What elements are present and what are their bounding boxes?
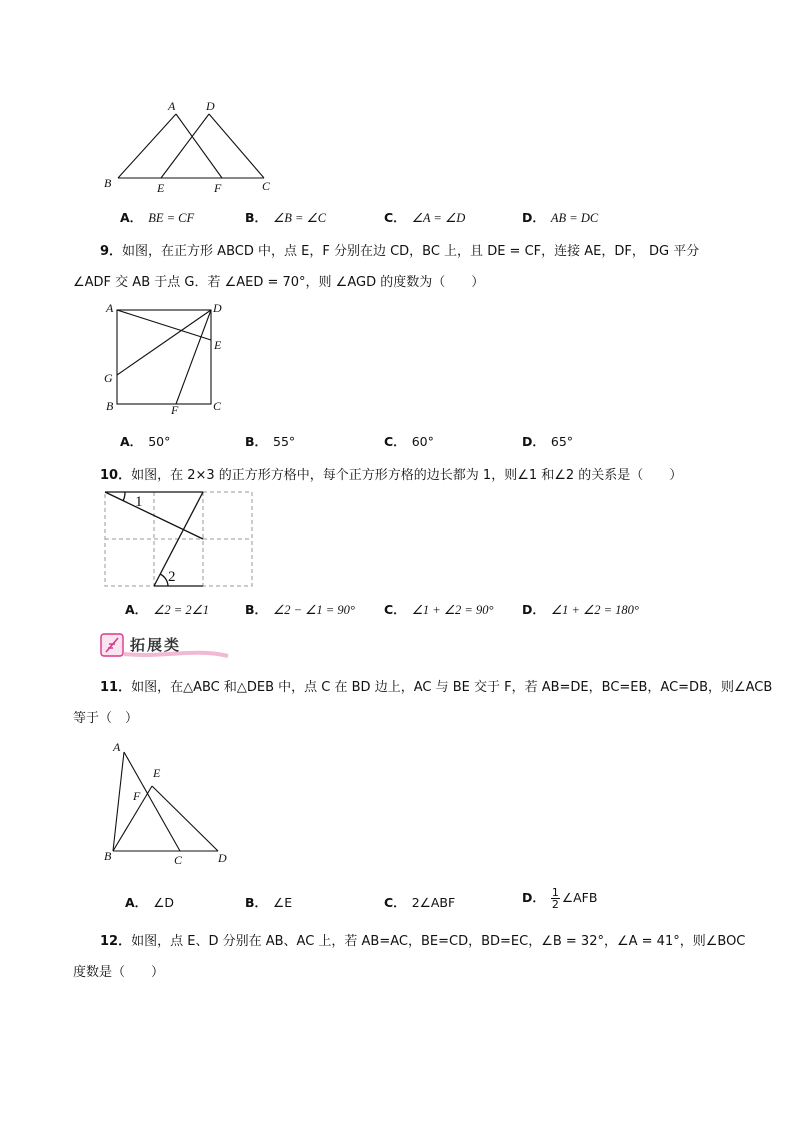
label-B: B <box>104 176 112 190</box>
section-title: 拓展类 <box>130 636 182 654</box>
q10-option-a[interactable]: A． ∠2 = 2∠1 <box>125 602 210 617</box>
label-G: G <box>104 371 113 385</box>
q12-stem-line1: 12．如图，点 E、D 分别在 AB、AC 上，若 AB=AC，BE=CD，BD=EC，∠B = 32°，∠A = 41°，则∠BOC <box>100 934 746 949</box>
label-B: B <box>104 849 112 863</box>
q10-option-d[interactable]: D． ∠1 + ∠2 = 180° <box>522 602 639 617</box>
label-D: D <box>213 301 222 315</box>
label-D: D <box>218 851 227 865</box>
label-F: F <box>133 789 141 803</box>
label-E: E <box>153 766 161 780</box>
q11-stem-line1: 11．如图，在△ABC 和△DEB 中，点 C 在 BD 边上，AC 与 BE 交于 F，若 AB=DE，BC=EB，AC=DB，则∠ACB <box>100 680 773 695</box>
q11-option-b[interactable]: B． ∠E <box>245 895 293 910</box>
angle-2-label: 2 <box>168 569 176 585</box>
label-F: F <box>214 181 222 195</box>
label-A: A <box>168 99 176 113</box>
label-F: F <box>171 403 179 417</box>
q8-option-b[interactable]: B． ∠B = ∠C <box>245 210 327 225</box>
q10-option-b[interactable]: B． ∠2 − ∠1 = 90° <box>245 602 355 617</box>
q10-stem: 10．如图，在 2×3 的正方形方格中，每个正方形方格的边长都为 1，则∠1 和∠2 的关系是（ ） <box>100 468 683 483</box>
q11-option-a[interactable]: A． ∠D <box>125 895 175 910</box>
label-E: E <box>214 338 222 352</box>
q9-stem-line1: 9．如图，在正方形 ABCD 中，点 E，F 分别在边 CD，BC 上，且 DE = CF，连接 AE，DF， DG 平分 <box>100 244 700 259</box>
q9-stem-line2: ∠ADF 交 AB 于点 G．若 ∠AED = 70°，则 ∠AGD 的度数为（ ） <box>73 275 485 290</box>
q8-option-d[interactable]: D． AB = DC <box>522 210 599 225</box>
q9-option-d[interactable]: D． 65° <box>522 434 574 449</box>
q9-option-c[interactable]: C． 60° <box>384 434 434 449</box>
label-A: A <box>113 740 121 754</box>
label-C: C <box>174 853 183 867</box>
label-C: C <box>262 179 271 193</box>
label-C: C <box>213 399 222 413</box>
fraction: $\frac{1}{2}$ <box>551 886 559 911</box>
q11-stem-line2: 等于（ ） <box>73 711 139 726</box>
label-D: D <box>206 99 215 113</box>
q11-option-d[interactable]: D． $\frac{1}{2}$ ∠AFB <box>522 886 598 911</box>
q9-option-b[interactable]: B． 55° <box>245 434 296 449</box>
q8-option-a[interactable]: A． BE = CF <box>120 210 195 225</box>
label-E: E <box>157 181 165 195</box>
q10-option-c[interactable]: C． ∠1 + ∠2 = 90° <box>384 602 494 617</box>
label-A: A <box>106 301 114 315</box>
q8-option-c[interactable]: C． ∠A = ∠D <box>384 210 466 225</box>
q11-option-c[interactable]: C． 2∠ABF <box>384 895 456 910</box>
angle-1-label: 1 <box>135 494 143 510</box>
label-B: B <box>106 399 114 413</box>
q12-stem-line2: 度数是（ ） <box>73 965 165 980</box>
q9-option-a[interactable]: A． 50° <box>120 434 171 449</box>
